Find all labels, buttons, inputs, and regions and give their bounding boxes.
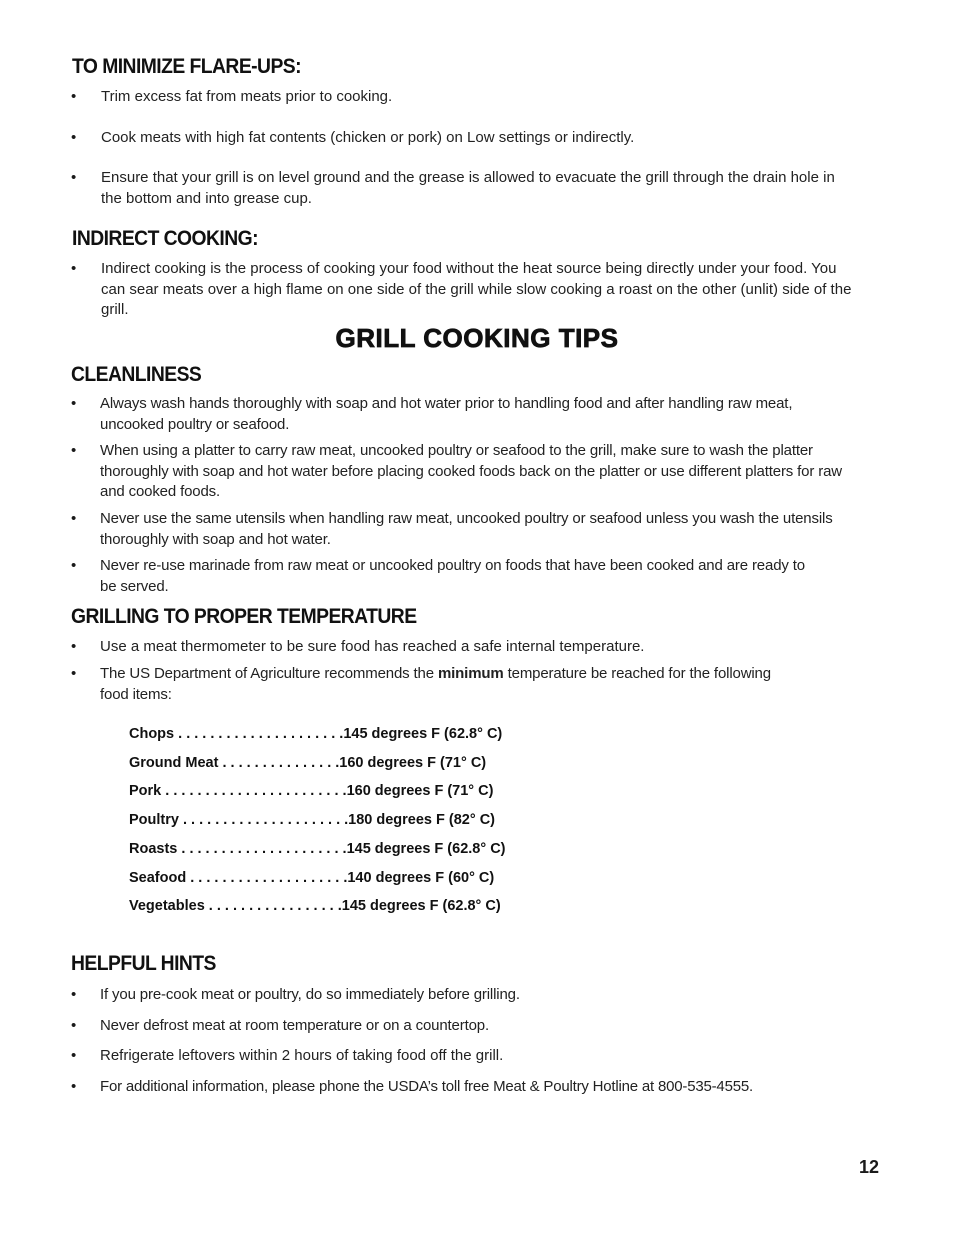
- temp-row: [129, 783, 493, 799]
- indirect-cooking-heading: INDIRECT COOKING:: [72, 227, 258, 250]
- bullet: •: [71, 1078, 77, 1095]
- temp-value: 145 degrees F (62.8° C): [341, 898, 501, 914]
- bullet: •: [71, 665, 77, 682]
- temp-value: 145 degrees F (62.8° C): [343, 726, 503, 742]
- list-item: Cook meats with high fat contents (chicken or pork) on Low settings or indirectly.: [101, 129, 635, 146]
- list-item: Refrigerate leftovers within 2 hours of taking food off the grill.: [100, 1047, 504, 1064]
- temp-row: [129, 841, 506, 857]
- food-name: Seafood: [129, 870, 187, 886]
- bullet: •: [71, 1047, 77, 1064]
- food-name: Chops: [129, 726, 175, 742]
- temp-value: 160 degrees F (71° C): [339, 755, 487, 771]
- bullet: •: [71, 129, 77, 146]
- temp-value: 180 degrees F (82° C): [348, 812, 495, 828]
- dot-leader: . . . . . . . . . . . . . . . . . . . . .: [174, 726, 344, 742]
- list-item: For additional information, please phone the USDA’s toll free Meat & Poultry Hotline at 800-535-4555.: [100, 1078, 753, 1095]
- bullet: •: [71, 260, 77, 277]
- flare-ups-heading: TO MINIMIZE FLARE-UPS:: [72, 55, 301, 78]
- temp-row: [129, 755, 486, 771]
- text: The US Department of Agriculture recommends the: [100, 665, 438, 682]
- bullet: •: [71, 510, 77, 527]
- food-name: Vegetables: [129, 898, 205, 914]
- temp-row: [129, 870, 494, 886]
- temp-row: [129, 812, 495, 828]
- page-number: 12: [859, 1157, 880, 1177]
- dot-leader: . . . . . . . . . . . . . . . . .: [204, 898, 342, 914]
- emphasis: minimum: [437, 665, 504, 682]
- food-name: Poultry: [129, 812, 179, 828]
- bullet: •: [71, 557, 77, 574]
- list-item: When using a platter to carry raw meat, uncooked poultry or seafood to the grill, make sure to wash the platter thoroughly with soap and hot water before placing cooked foods back on the platter or use different platters for raw and cooked foods.: [100, 442, 842, 500]
- bullet: •: [71, 395, 77, 412]
- temp-value: 140 degrees F (60° C): [347, 870, 495, 886]
- list-item: Ensure that your grill is on level ground and the grease is allowed to evacuate the grill through the drain hole in the bottom and into grease cup.: [101, 169, 835, 207]
- dot-leader: . . . . . . . . . . . . . . . . . . . . .: [177, 841, 347, 857]
- cleanliness-heading: CLEANLINESS: [71, 363, 202, 386]
- bullet: •: [71, 169, 77, 186]
- food-name: Pork: [129, 783, 162, 799]
- temperature-heading: GRILLING TO PROPER TEMPERATURE: [71, 605, 417, 628]
- bullet: •: [71, 1017, 77, 1034]
- list-item: Never re-use marinade from raw meat or uncooked poultry on foods that have been cooked and are ready to be served.: [100, 557, 805, 595]
- temp-value: 160 degrees F (71° C): [346, 783, 494, 799]
- page-title: GRILL COOKING TIPS: [335, 323, 619, 353]
- helpful-hints-heading: HELPFUL HINTS: [71, 952, 216, 975]
- bullet: •: [71, 986, 77, 1003]
- bullet: •: [71, 442, 77, 459]
- temp-row: [129, 898, 501, 914]
- bullet: •: [71, 88, 77, 105]
- dot-leader: . . . . . . . . . . . . . . . . . . . . . . .: [161, 783, 347, 799]
- text: temperature be reached for the following food items:: [100, 665, 771, 703]
- food-name: Ground Meat: [129, 755, 219, 771]
- food-name: Roasts: [129, 841, 178, 857]
- dot-leader: . . . . . . . . . . . . . . .: [218, 755, 340, 771]
- dot-leader: . . . . . . . . . . . . . . . . . . . .: [186, 870, 348, 886]
- bullet: •: [71, 638, 77, 655]
- temp-value: 145 degrees F (62.8° C): [346, 841, 506, 857]
- list-item: Indirect cooking is the process of cooking your food without the heat source being directly under your food. You can sear meats over a high flame on one side of the grill while slow cooking a roast on the other (unlit) side of the grill.: [101, 260, 852, 318]
- list-item: [100, 664, 790, 705]
- list-item: Use a meat thermometer to be sure food has reached a safe internal temperature.: [100, 638, 645, 655]
- list-item: Trim excess fat from meats prior to cooking.: [101, 88, 393, 105]
- temp-row: [129, 726, 502, 742]
- list-item: If you pre-cook meat or poultry, do so immediately before grilling.: [100, 986, 520, 1003]
- list-item: Never use the same utensils when handling raw meat, uncooked poultry or seafood unless you wash the utensils thoroughly with soap and hot water.: [100, 510, 833, 548]
- dot-leader: . . . . . . . . . . . . . . . . . . . . .: [178, 812, 349, 828]
- list-item: Always wash hands thoroughly with soap and hot water prior to handling food and after handling raw meat, uncooked poultry or seafood.: [100, 395, 793, 433]
- list-item: Never defrost meat at room temperature or on a countertop.: [100, 1017, 489, 1034]
